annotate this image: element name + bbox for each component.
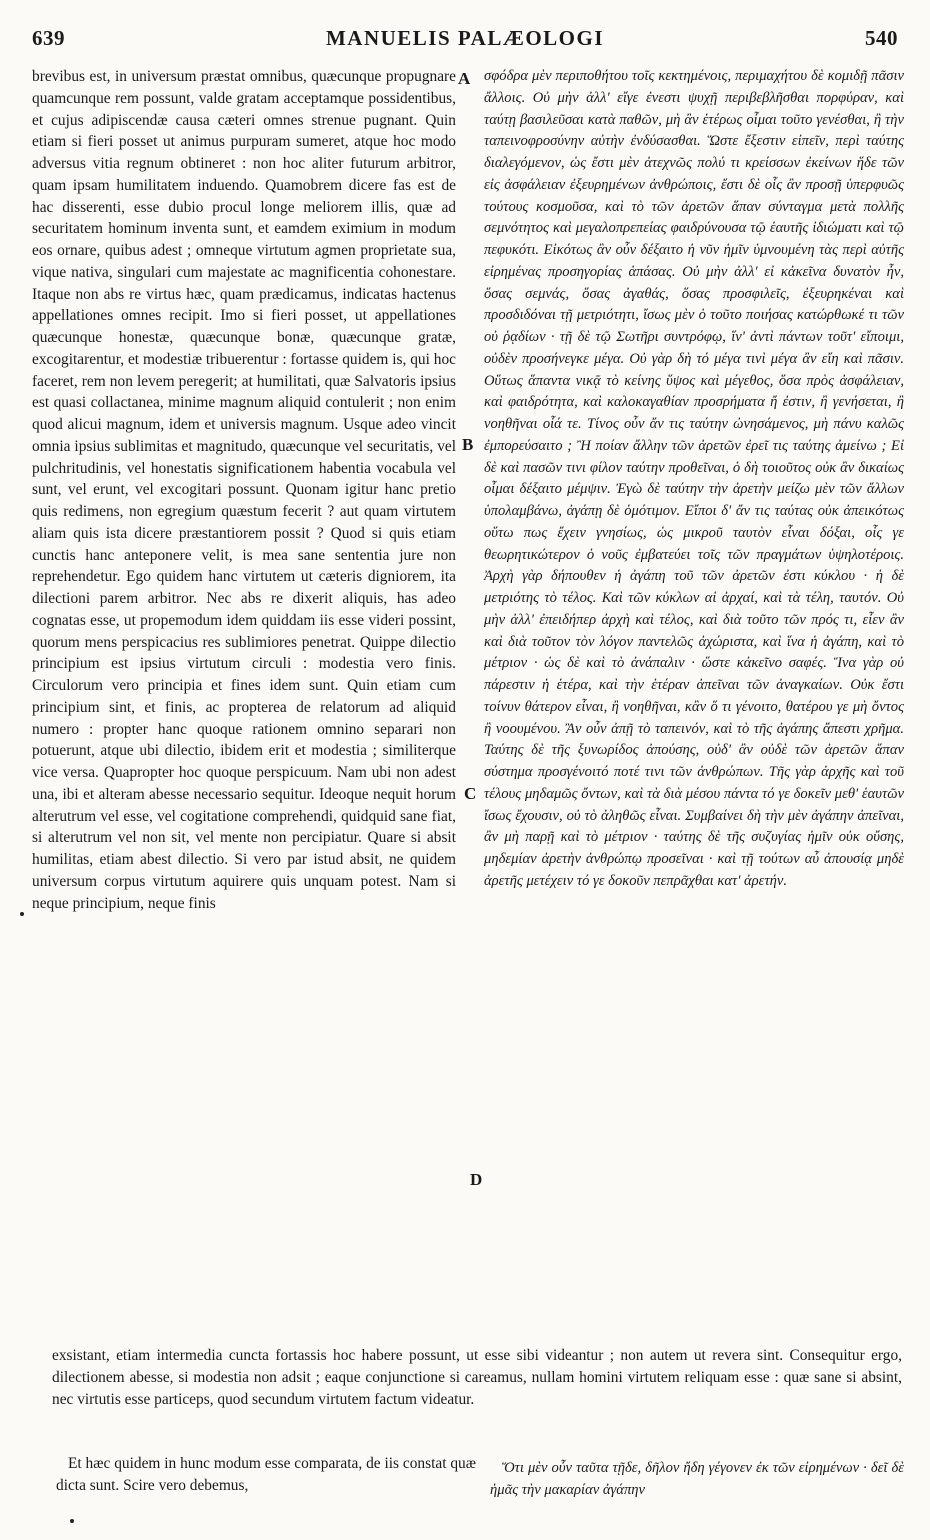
page-number-left: 639: [32, 26, 65, 50]
greek-bottom-column: [490, 1458, 904, 1502]
running-title: MANUELIS PALÆOLOGI: [325, 26, 605, 50]
margin-dot: [70, 1519, 74, 1523]
latin-continuation-paragraph: exsistant, etiam intermedia cuncta fortassis hoc habere possunt, ut esse sibi videantur ; non autem ut revera sint. Consequitur ergo, dilectionem abesse, si modestia non adsit ; eaque conjunctione si careamus, nullam homini virtutem reliquam esse : quæ sane si absint, nec virtutis esse particeps, quod secundum virtutem factum videatur.: [52, 1347, 902, 1408]
section-marker-c: C: [464, 784, 477, 803]
margin-dot: [20, 912, 24, 916]
greek-column: [484, 66, 904, 893]
latin-new-paragraph: Et hæc quidem in hunc modum esse comparata, de iis constat quæ dicta sunt. Scire vero debemus,: [56, 1455, 476, 1494]
greek-paragraph: σφόδρα μὲν περιποθήτου τοῖς κεκτημένοις, περιμαχήτου δὲ κομιδῇ πᾶσιν ἄλλοις. Οὐ μὴν ἀλλ' εἴγε ἐνεστι ψυχῇ περιβεβλῆσθαι πορφύραν, καὶ ταύτῃ βασιλεῦσαι κατὰ παθῶν, μὴ ἂν ἑτέρως οἶμαι τοῦτο γενέσθαι, ἢ τὴν ταπεινοφροσύνην αὐτὴν ἐνδύσασθαι. Ὥστε ἔξεστιν εἰπεῖν, περὶ ταύτης διαλεγόμενον, ὡς ἔστι μὲν ἀτεχνῶς πολύ τι κρείσσων ἐκείνων ἥδε τῶν εἰς ἀσφάλειαν ἐξευρημένων ἀνθρώποις, ἔστι δὲ οἷς ἂν προσῇ ὑπερφυῶς τούτους κοσμοῦσα, καὶ τὸ τῶν ἀρετῶν ἅπαν σύνταγμα μετὰ πολλῆς σεμνότητος καὶ μεγαλοπρεπείας φαιδρύνουσα τῷ ἑαυτῆς ἰδιώματι καὶ τῷ πεφυκότι. Εἰκότως ἂν οὖν δέξαιτο ἡ νῦν ἡμῖν ὑμνουμένη τὰς περὶ αὐτῆς εἰρημένας προσηγορίας ἁπάσας. Οὐ μὴν ἀλλ' εἰ κἀκεῖνα δυνατὸν ἦν, ὅσας σεμνάς, ὅσας ἀγαθάς, ὅσας προσφιλεῖς, ἐξευρηκέναι καὶ προσδιδόναι τῇ μετριότητι, ἴσως μὲν ὁ τοῦτο ποιήσας κατώρθωκέ τι τῶν οὐ ῥᾳδίων · τῇ δὲ τῷ Σωτῆρι συντρόφῳ, ἵν' ἀντὶ πάντων τοῦτ' εἴποιμι, οὐδὲν προσήνεγκε μέγα. Οὐ γὰρ δὴ τό μέγα τινὶ μέγα ἂν εἴη καὶ πᾶσιν. Οὕτως ἅπαντα νικᾷ τὸ κείνης ὕψος καὶ μέγεθος, ὅσα πρὸς ἀσφάλειαν, καὶ φαιδρότητα, καὶ καλοκαγαθίαν προσρήματα ἤ ἐστιν, ἢ γενήσεται, ἢ νοηθῆναι οἷά τε. Τίνος οὖν ἄν τις ταύτην ὠνησάμενος, μὴ πάνυ καλῶς ἐμπορεύσαιτο ; Ἢ ποίαν ἄλλην τῶν ἀρετῶν ἐρεῖ τις ταύτης ἀμείνω ; Εἰ δὲ καὶ πασῶν τινι φίλον ταύτην προθεῖναι, ὁ δὴ τοιοῦτος οὐκ ἂν δικαίως οἶμαι δέξαιτο μέμψιν. Ἐγὼ δὲ ταύτην τὴν ἀρετὴν μείζω μὲν τῶν ἄλλων ὑπολαμβάνω, ἀγάπῃ δὲ ὁμότιμον. Εἴποι δ' ἄν τις ταύτας οὐκ ἀπεικότως οὕτω πως ἔχειν γνησίως, ὡς μικροῦ ταυτὸν εἶναι δόξαι, οἷς γε θεωρητικώτερον ὁ νοῦς ἐμβατεύει τοῖς τῶν πραγμάτων ὑψηλοτέροις. Ἀρχὴ γὰρ δήπουθεν ἡ ἀγάπη τοῦ τῶν ἀρετῶν ἐστι κύκλου · ἡ δὲ μετριότης τὸ τέλος. Καὶ τῶν κύκλων αἱ ἀρχαί, καὶ τὰ τέλη, ταυτόν. Οὐ μὴν ἀλλ' ἐπειδήπερ ἀρχὴ καὶ τέλος, καὶ διὰ τοῦτο τῶν πρός τι, εἶεν ἂν καὶ διὰ τοῦτον τὸν λόγον παντελῶς ἀχώριστα, καὶ ἵνα ἡ ἀγάπη, καὶ τὸ μέτριον · ὡς δὲ καὶ τὸ ἀνάπαλιν · ὥστε κἀκεῖνο σαφές. Ἵνα γὰρ οὐ πάρεστιν ἡ ἑτέρα, καὶ τὴν ἑτέραν ἀπεῖναι τῶν ἀναγκαίων. Οὐκ ἔστι τοίνυν θάτερον εἶναι, ἢ νοηθῆναι, κἂν ὅ τι γένοιτο, θατέρου γε μὴ ὄντος ἢ νοουμένου. Ἂν οὖν ἀπῇ τὸ ταπεινόν, καὶ τὸ τῆς ἀγάπης ἄπεστι χρῆμα. Ταύτης δὲ τῆς ξυνωρίδος ἀπούσης, οὐδ' ἂν οὐδὲ τῶν ἀρετῶν ἅπαν σύστημα προσγένοιτό ποτέ τινι τῶν ἀνθρώπων. Τῆς γὰρ ἀρχῆς καὶ τοῦ τέλους μηδαμῶς ὄντων, καὶ τὰ διὰ μέσου πάντα τό γε δοκεῖν μεθ' ἑαυτῶν ἴσως ἔχουσιν, οὐ τὸ ἀληθῶς εἶναι. Συμβαίνει δὴ τὴν μὲν ἀγάπην ἀπεῖναι, ἂν μὴ παρῇ καὶ τὸ μέτριον · ταύτης δὲ τῆς συζυγίας ἡμῖν οὐκ οὔσης, μηδεμίαν ἀρετὴν ἀνθρώπῳ προσεῖναι · καὶ τῇ τούτων αὖ ἀπουσίᾳ μηδὲ ἀρετῆς μετέχειν τό γε δοκοῦν πεπρᾶχθαι κατ' ἀρετήν.: [484, 68, 904, 889]
section-marker-b: B: [462, 435, 474, 454]
greek-new-paragraph: Ὅτι μὲν οὖν ταῦτα τῇδε, δῆλον ἤδη γέγονεν ἐκ τῶν εἰρημένων · δεῖ δὲ ἡμᾶς τὴν μακαρίαν ἀγάπην: [490, 1460, 904, 1498]
section-marker-a: A: [458, 69, 471, 88]
latin-column: [32, 66, 456, 914]
section-marker-d: D: [470, 1170, 483, 1189]
page-number-right: 540: [865, 26, 898, 50]
running-header: [32, 26, 898, 58]
latin-bottom-column: [56, 1453, 476, 1497]
latin-full-width-continuation: [52, 1345, 902, 1410]
latin-paragraph: brevibus est, in universum præstat omnibus, quæcunque propugnare quamcunque rem possunt, valde gratam acceptamque possidentibus, et cujus adipiscendæ causa cæteri omnes strenue pugnant. Quin etiam si fieri posset ut animus purpuram sumeret, atque hoc modo adversus vitia regnum obtineret : non hoc aliter futurum arbitror, quam ipsam humilitatem induendo. Quamobrem dicere fas est de hac disserenti, esse dubio procul longe meliorem illis, quæ ad securitatem hominum inventa sunt, et eamdem eximium in modum eos ornare, quibus adest ; omneque virtutum agmen proprietate sua, vique nativa, singulari cum majestate ac magnificentia cohonestare. Itaque non abs re virtus hæc, quam prædicamus, indicatas hactenus appellationes omnes recipit. Imo si fieri posset, ut appellationes quæcunque honestæ, quæcunque bonæ, quæcunque gratæ, excogitarentur, et modestiæ tribuerentur : fortasse quidem is, qui hoc faceret, rem non levem peregerit; at humilitati, quæ Salvatoris ipsius est quasi collactanea, minime magnum aliquid contulerit ; non enim quod alicui magnum, idem et universis magnum. Usque adeo vincit omnia ipsius sublimitas et magnitudo, quæcunque vel securitatis, vel pulchritudinis, vel honestatis significationem habentia vocabula vel sunt, vel erunt, vel excogitari possunt. Quonam igitur hanc pretio quis redimens, non egregium quæstum fecerit ? aut quam virtutem aliam quis ista dicere præstantiorem possit ? Quod si quis etiam cunctis hanc anteponere velit, is mea sane sententia jure non reprehendetur. Ego quidem hanc virtutem ut cæteris digniorem, ita dilectioni parem arbitror. Nec abs re dixerit aliquis, has adeo cognatas esse, ut propemodum idem quiddam iis esse videri possint, quorum mens perspicacius res sublimiores penetrat. Quippe dilectio principium est ipsius virtutum circuli : modestia vero finis. Circulorum vero principia et fines idem sunt. Quin etiam cum principium sint, et finis, ac propterea de relatorum ad aliquid numero : propter hanc quoque rationem omnino separari non potuerunt, atque ubi dilectio, ibidem erit et modestia ; similiterque vice versa. Quapropter hoc quoque perspicuum. Nam ubi non adest una, ibi et alteram abesse necessario sequitur. Ideoque nequit horum alterutrum vel esse, vel cogitatione comprehendi, quidquid sane fiat, si alterutrum vel non sit, vel mente non percipiatur. Quare si absit humilitas, etiam abest dilectio. Si vero par istud absit, ne quidem universum corpus virtutum aquirere quis unquam potest. Nam si neque principium, neque finis: [32, 68, 456, 912]
